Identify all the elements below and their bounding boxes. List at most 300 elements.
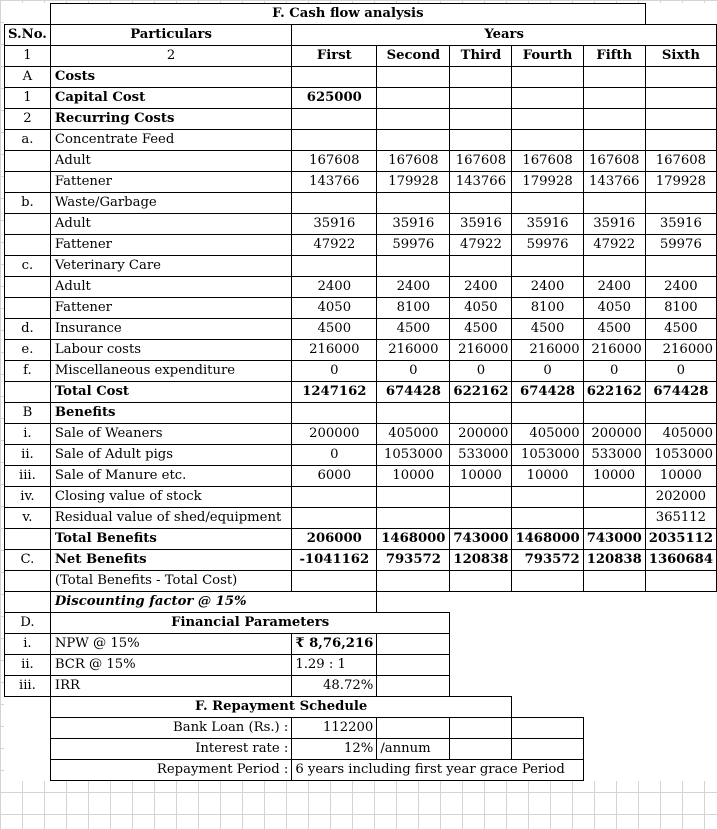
table-row — [5, 277, 717, 298]
value-cell: 8100 — [377, 298, 450, 319]
value-cell: 200000 — [583, 424, 645, 445]
value-cell — [450, 193, 512, 214]
table-row — [5, 340, 717, 361]
empty-cell — [512, 739, 583, 760]
empty-cell — [512, 634, 583, 655]
financial-item-sno: iii. — [5, 676, 51, 697]
empty-cell — [450, 718, 512, 739]
year-fifth: Fifth — [583, 46, 645, 67]
value-cell — [450, 487, 512, 508]
value-cell: 200000 — [450, 424, 512, 445]
row-sno — [5, 214, 51, 235]
value-cell — [645, 193, 716, 214]
row-sno — [5, 277, 51, 298]
row-sno — [5, 235, 51, 256]
value-cell — [583, 109, 645, 130]
value-cell: 4500 — [292, 319, 377, 340]
year-first: First — [292, 46, 377, 67]
value-cell: 1053000 — [645, 445, 716, 466]
value-cell: 10000 — [645, 466, 716, 487]
table-row — [5, 487, 717, 508]
value-cell — [645, 88, 716, 109]
value-cell: 4500 — [583, 319, 645, 340]
value-cell — [645, 256, 716, 277]
discount-row — [5, 592, 717, 613]
value-cell — [512, 256, 583, 277]
value-cell: 59976 — [645, 235, 716, 256]
value-cell — [512, 88, 583, 109]
value-cell: 4050 — [450, 298, 512, 319]
row-label: Total Cost — [50, 382, 291, 403]
interest-rate-label: Interest rate : — [50, 739, 291, 760]
value-cell: 743000 — [450, 529, 512, 550]
value-cell: 0 — [292, 361, 377, 382]
value-cell: 743000 — [583, 529, 645, 550]
value-cell: 0 — [292, 445, 377, 466]
row-label: Fattener — [50, 172, 291, 193]
value-cell: 2400 — [450, 277, 512, 298]
value-cell: 47922 — [450, 235, 512, 256]
bank-loan-label: Bank Loan (Rs.) : — [50, 718, 291, 739]
empty-cell — [645, 739, 716, 760]
value-cell: -1041162 — [292, 550, 377, 571]
table-row — [5, 424, 717, 445]
value-cell: 143766 — [450, 172, 512, 193]
header-row — [5, 25, 717, 46]
table-row — [5, 298, 717, 319]
value-cell — [450, 109, 512, 130]
table-row — [5, 403, 717, 424]
value-cell: 216000 — [292, 340, 377, 361]
financial-item-label: IRR — [50, 676, 291, 697]
value-cell: 167608 — [377, 151, 450, 172]
value-cell: 1053000 — [377, 445, 450, 466]
table-row — [5, 130, 717, 151]
empty-cell — [377, 676, 450, 697]
empty-cell — [512, 655, 583, 676]
value-cell: 216000 — [583, 340, 645, 361]
repayment-header-row — [5, 697, 717, 718]
empty-cell — [377, 655, 450, 676]
value-cell — [292, 193, 377, 214]
table-row — [5, 445, 717, 466]
value-cell — [450, 403, 512, 424]
row-sno: 2 — [5, 109, 51, 130]
value-cell: 4500 — [450, 319, 512, 340]
empty-cell — [645, 613, 716, 634]
empty-cell — [5, 760, 51, 781]
table-row — [5, 88, 717, 109]
value-cell: 167608 — [583, 151, 645, 172]
value-cell — [292, 67, 377, 88]
bank-loan-value: 112200 — [292, 718, 377, 739]
value-cell: 179928 — [377, 172, 450, 193]
row-label: Adult — [50, 214, 291, 235]
empty-cell — [583, 760, 645, 781]
row-sno: A — [5, 67, 51, 88]
col-number-2: 2 — [50, 46, 291, 67]
row-label: Fattener — [50, 298, 291, 319]
row-label: (Total Benefits - Total Cost) — [50, 571, 291, 592]
row-sno: C. — [5, 550, 51, 571]
value-cell: 533000 — [583, 445, 645, 466]
value-cell: 216000 — [512, 340, 583, 361]
value-cell — [583, 193, 645, 214]
value-cell: 0 — [512, 361, 583, 382]
interest-rate-unit: /annum — [377, 739, 450, 760]
table-row — [5, 508, 717, 529]
value-cell: 8100 — [645, 298, 716, 319]
row-label: Veterinary Care — [50, 256, 291, 277]
financial-item-label: NPW @ 15% — [50, 634, 291, 655]
repayment-row — [5, 739, 717, 760]
value-cell: 35916 — [583, 214, 645, 235]
year-sixth: Sixth — [645, 46, 716, 67]
value-cell — [645, 109, 716, 130]
value-cell: 1468000 — [512, 529, 583, 550]
particulars-header: Particulars — [50, 25, 291, 46]
empty-cell — [645, 760, 716, 781]
value-cell: 35916 — [645, 214, 716, 235]
row-label: Residual value of shed/equipment — [50, 508, 291, 529]
row-sno: a. — [5, 130, 51, 151]
table-title: F. Cash flow analysis — [50, 4, 645, 25]
empty-cell — [450, 676, 512, 697]
financial-item-value: 1.29 : 1 — [292, 655, 377, 676]
value-cell — [583, 67, 645, 88]
col-number-1: 1 — [5, 46, 51, 67]
value-cell — [450, 67, 512, 88]
year-second: Second — [377, 46, 450, 67]
value-cell — [450, 508, 512, 529]
value-cell: 143766 — [583, 172, 645, 193]
value-cell: 10000 — [377, 466, 450, 487]
value-cell — [377, 130, 450, 151]
empty-cell — [645, 634, 716, 655]
value-cell: 206000 — [292, 529, 377, 550]
financial-row — [5, 634, 717, 655]
row-label: Capital Cost — [50, 88, 291, 109]
empty-cell — [450, 634, 512, 655]
value-cell: 35916 — [450, 214, 512, 235]
row-label: Sale of Adult pigs — [50, 445, 291, 466]
repayment-period-value: 6 years including first year grace Period — [292, 760, 583, 781]
value-cell: 2400 — [645, 277, 716, 298]
financial-sno: D. — [5, 613, 51, 634]
table-row — [5, 193, 717, 214]
empty-cell — [583, 655, 645, 676]
row-label: Net Benefits — [50, 550, 291, 571]
discount-label: Discounting factor @ 15% — [50, 592, 376, 613]
value-cell: 1360684 — [645, 550, 716, 571]
financial-item-sno: ii. — [5, 655, 51, 676]
value-cell — [583, 487, 645, 508]
value-cell: 35916 — [292, 214, 377, 235]
value-cell — [583, 508, 645, 529]
value-cell: 10000 — [583, 466, 645, 487]
row-sno: c. — [5, 256, 51, 277]
table-row — [5, 235, 717, 256]
value-cell — [450, 88, 512, 109]
value-cell — [583, 130, 645, 151]
empty-cell — [583, 697, 645, 718]
value-cell — [450, 256, 512, 277]
financial-item-sno: i. — [5, 634, 51, 655]
empty-cell — [450, 739, 512, 760]
empty-cell — [5, 697, 51, 718]
value-cell — [645, 403, 716, 424]
empty-cell — [377, 634, 450, 655]
value-cell: 120838 — [450, 550, 512, 571]
value-cell — [583, 403, 645, 424]
empty-cell — [583, 739, 645, 760]
repayment-row — [5, 760, 717, 781]
value-cell — [512, 403, 583, 424]
financial-heading: Financial Parameters — [50, 613, 450, 634]
value-cell — [512, 67, 583, 88]
value-cell — [450, 130, 512, 151]
row-sno: e. — [5, 340, 51, 361]
row-label: Miscellaneous expenditure — [50, 361, 291, 382]
value-cell: 1468000 — [377, 529, 450, 550]
empty-cell — [583, 613, 645, 634]
row-sno: 1 — [5, 88, 51, 109]
empty-cell — [5, 718, 51, 739]
value-cell — [583, 88, 645, 109]
value-cell: 405000 — [645, 424, 716, 445]
row-label: Insurance — [50, 319, 291, 340]
row-sno — [5, 172, 51, 193]
value-cell — [292, 256, 377, 277]
row-sno: iv. — [5, 487, 51, 508]
value-cell: 47922 — [292, 235, 377, 256]
value-cell: 4050 — [292, 298, 377, 319]
empty-cell — [583, 634, 645, 655]
value-cell — [512, 130, 583, 151]
year-fourth: Fourth — [512, 46, 583, 67]
value-cell: 793572 — [377, 550, 450, 571]
empty-cell — [645, 697, 716, 718]
table-row — [5, 571, 717, 592]
row-sno — [5, 529, 51, 550]
financial-item-value: 48.72% — [292, 676, 377, 697]
value-cell: 4500 — [645, 319, 716, 340]
value-cell: 200000 — [292, 424, 377, 445]
value-cell: 179928 — [645, 172, 716, 193]
sno-header: S.No. — [5, 25, 51, 46]
table-row — [5, 151, 717, 172]
value-cell — [583, 571, 645, 592]
empty-cell — [512, 718, 583, 739]
row-label: Total Benefits — [50, 529, 291, 550]
value-cell: 4500 — [377, 319, 450, 340]
row-sno: d. — [5, 319, 51, 340]
empty-cell — [645, 718, 716, 739]
empty-cell — [450, 613, 512, 634]
table-row — [5, 172, 717, 193]
value-cell: 1053000 — [512, 445, 583, 466]
row-sno — [5, 151, 51, 172]
value-cell — [583, 256, 645, 277]
value-cell: 365112 — [645, 508, 716, 529]
empty-cell — [450, 655, 512, 676]
table-row — [5, 67, 717, 88]
value-cell — [645, 130, 716, 151]
repayment-row — [5, 718, 717, 739]
value-cell — [292, 487, 377, 508]
financial-item-value: ₹ 8,76,216 — [292, 634, 377, 655]
value-cell: 59976 — [512, 235, 583, 256]
value-cell — [292, 403, 377, 424]
year-third: Third — [450, 46, 512, 67]
value-cell — [377, 256, 450, 277]
table-row — [5, 256, 717, 277]
value-cell: 0 — [645, 361, 716, 382]
repayment-period-label: Repayment Period : — [50, 760, 291, 781]
row-label: Fattener — [50, 235, 291, 256]
column-number-row — [5, 46, 717, 67]
empty-cell — [450, 592, 512, 613]
row-label: Labour costs — [50, 340, 291, 361]
value-cell: 1247162 — [292, 382, 377, 403]
value-cell: 405000 — [512, 424, 583, 445]
value-cell: 622162 — [583, 382, 645, 403]
value-cell: 179928 — [512, 172, 583, 193]
interest-rate-value: 12% — [292, 739, 377, 760]
value-cell: 167608 — [292, 151, 377, 172]
row-sno: ii. — [5, 445, 51, 466]
value-cell — [377, 109, 450, 130]
value-cell: 793572 — [512, 550, 583, 571]
value-cell: 59976 — [377, 235, 450, 256]
row-label: Sale of Weaners — [50, 424, 291, 445]
value-cell: 216000 — [450, 340, 512, 361]
row-sno: f. — [5, 361, 51, 382]
table-row — [5, 529, 717, 550]
financial-header-row — [5, 613, 717, 634]
value-cell: 8100 — [512, 298, 583, 319]
value-cell: 143766 — [292, 172, 377, 193]
value-cell — [292, 109, 377, 130]
financial-row — [5, 676, 717, 697]
table-row — [5, 361, 717, 382]
value-cell: 0 — [583, 361, 645, 382]
row-label: Recurring Costs — [50, 109, 291, 130]
value-cell: 2400 — [377, 277, 450, 298]
empty-cell — [583, 718, 645, 739]
years-header: Years — [292, 25, 717, 46]
row-label: Benefits — [50, 403, 291, 424]
value-cell: 2400 — [292, 277, 377, 298]
value-cell: 167608 — [645, 151, 716, 172]
table-row — [5, 109, 717, 130]
row-sno: i. — [5, 424, 51, 445]
financial-row — [5, 655, 717, 676]
value-cell: 533000 — [450, 445, 512, 466]
value-cell — [377, 193, 450, 214]
row-label: Waste/Garbage — [50, 193, 291, 214]
value-cell: 167608 — [450, 151, 512, 172]
row-label: Closing value of stock — [50, 487, 291, 508]
empty-cell — [512, 697, 583, 718]
row-label: Adult — [50, 151, 291, 172]
empty-cell — [512, 592, 583, 613]
table-row — [5, 382, 717, 403]
value-cell: 10000 — [450, 466, 512, 487]
value-cell: 35916 — [512, 214, 583, 235]
value-cell: 167608 — [512, 151, 583, 172]
table-row — [5, 466, 717, 487]
value-cell: 10000 — [512, 466, 583, 487]
empty-cell — [512, 613, 583, 634]
row-label: Concentrate Feed — [50, 130, 291, 151]
value-cell: 216000 — [377, 340, 450, 361]
row-sno — [5, 298, 51, 319]
value-cell: 6000 — [292, 466, 377, 487]
empty-cell — [5, 592, 51, 613]
value-cell: 4050 — [583, 298, 645, 319]
value-cell: 405000 — [377, 424, 450, 445]
value-cell: 2400 — [512, 277, 583, 298]
row-sno: iii. — [5, 466, 51, 487]
value-cell — [450, 571, 512, 592]
value-cell: 202000 — [645, 487, 716, 508]
value-cell: 4500 — [512, 319, 583, 340]
value-cell: 2400 — [583, 277, 645, 298]
empty-cell — [583, 592, 645, 613]
value-cell — [377, 88, 450, 109]
value-cell: 674428 — [645, 382, 716, 403]
value-cell — [377, 403, 450, 424]
value-cell: 674428 — [377, 382, 450, 403]
empty-cell — [583, 676, 645, 697]
value-cell: 0 — [450, 361, 512, 382]
title-row — [5, 4, 717, 25]
value-cell — [645, 67, 716, 88]
value-cell: 216000 — [645, 340, 716, 361]
value-cell: 622162 — [450, 382, 512, 403]
empty-cell — [377, 718, 450, 739]
row-sno — [5, 382, 51, 403]
value-cell: 2035112 — [645, 529, 716, 550]
value-cell — [512, 571, 583, 592]
table-row — [5, 319, 717, 340]
row-sno: B — [5, 403, 51, 424]
value-cell — [377, 571, 450, 592]
row-sno — [5, 571, 51, 592]
row-sno: b. — [5, 193, 51, 214]
row-label: Costs — [50, 67, 291, 88]
value-cell — [377, 67, 450, 88]
empty-cell — [645, 655, 716, 676]
table-row — [5, 214, 717, 235]
value-cell: 35916 — [377, 214, 450, 235]
empty-cell — [5, 739, 51, 760]
row-label: Adult — [50, 277, 291, 298]
value-cell — [645, 571, 716, 592]
value-cell — [292, 130, 377, 151]
empty-cell — [645, 592, 716, 613]
value-cell — [512, 109, 583, 130]
value-cell — [292, 571, 377, 592]
value-cell: 0 — [377, 361, 450, 382]
value-cell — [292, 508, 377, 529]
row-label: Sale of Manure etc. — [50, 466, 291, 487]
repayment-heading: F. Repayment Schedule — [50, 697, 512, 718]
table-row — [5, 550, 717, 571]
value-cell — [377, 487, 450, 508]
value-cell — [377, 508, 450, 529]
